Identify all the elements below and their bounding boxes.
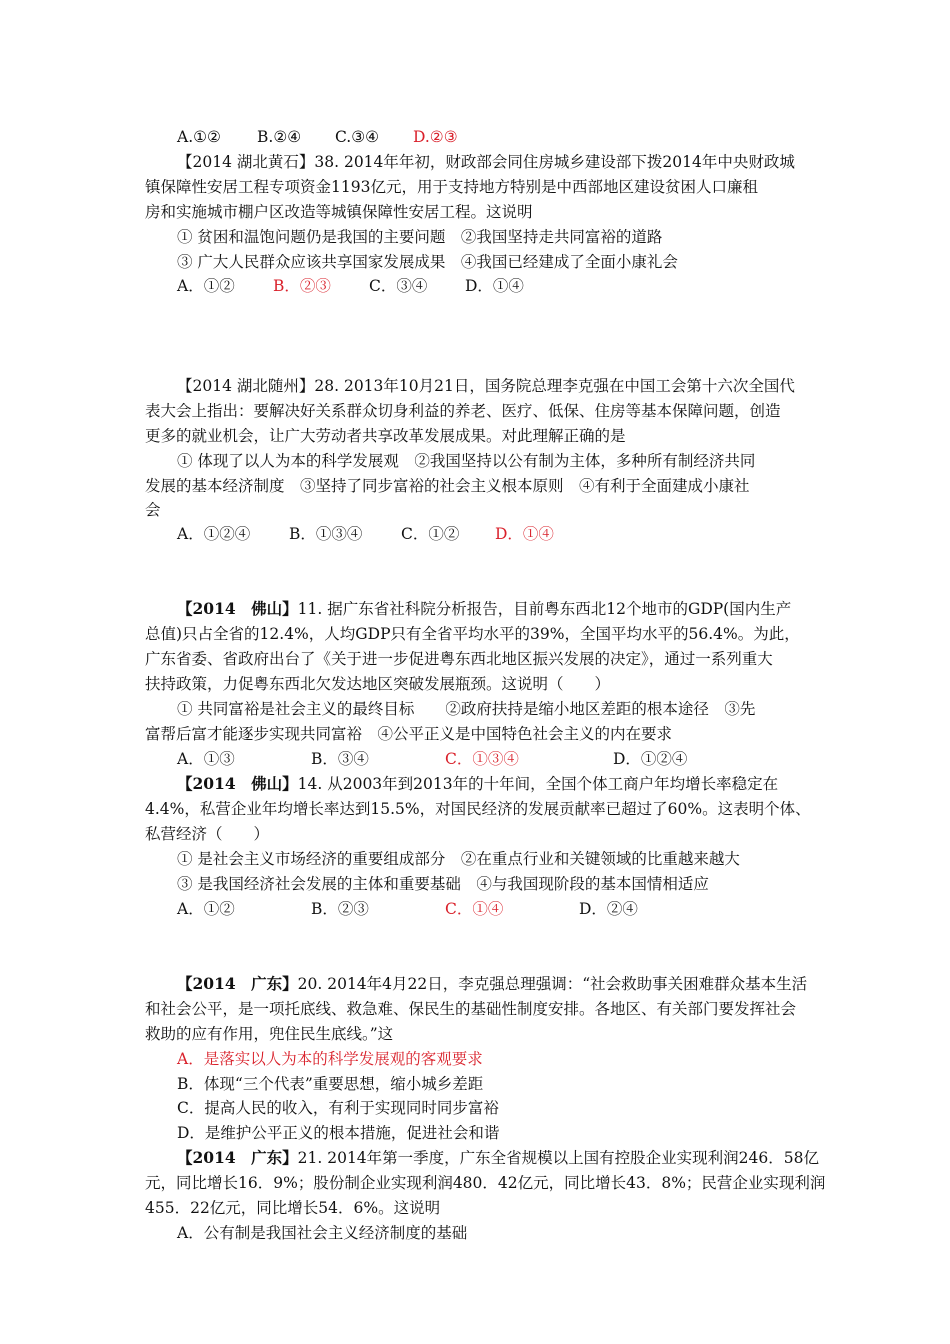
q2-line-3: 更多的就业机会，让广大劳动者共享改革发展成果。对此理解正确的是: [145, 427, 626, 445]
q3-line-2: 总值)只占全省的12.4%，人均GDP只有全省平均水平的39%，全国平均水平的56.4%。为此，: [145, 625, 800, 643]
option-b: B．③④: [311, 750, 369, 768]
q3-tag: 【2014 佛山】: [177, 599, 298, 618]
q6-line-2: 元，同比增长16．9%；股份制企业实现利润480．42亿元，同比增长43．8%；民营企业实现利润: [145, 1174, 826, 1192]
q2-stem: 28. 2013年10月21日，国务院总理李克强在中国工会第十六次全国代: [314, 377, 795, 395]
q2-options: [177, 522, 554, 546]
q6-line-1: [177, 1146, 819, 1170]
q2-line-1: [177, 374, 795, 398]
option-c: C．③④: [369, 277, 428, 295]
q2-tag: 【2014 湖北随州】: [177, 377, 315, 395]
option-d: D．①④: [465, 277, 524, 295]
q6-stem: 21. 2014年第一季度，广东全省规模以上国有控股企业实现利润246．58亿: [297, 1149, 819, 1167]
q5-tag: 【2014 广东】: [177, 974, 298, 993]
option-c: C.③④: [335, 128, 380, 146]
option-b-answer: B．②③: [273, 277, 331, 295]
q5-line-2: 和社会公平，是一项托底线、救急难、保民生的基础性制度安排。各地区、有关部门要发挥社会: [145, 1000, 797, 1018]
q2-item-1: ① 体现了以人为本的科学发展观 ②我国坚持以公有制为主体，多种所有制经济共同: [177, 452, 756, 470]
q1-item-2: ③ 广大人民群众应该共享国家发展成果 ④我国已经建成了全面小康礼会: [177, 253, 678, 271]
option-a: A．①③: [177, 750, 235, 768]
q3-line-4: 扶持政策，力促粤东西北欠发达地区突破发展瓶颈。这说明（ ）: [145, 675, 611, 693]
q4-options: [177, 897, 638, 921]
option-c-answer: C．①③④: [445, 750, 519, 768]
option-b: B．①③④: [289, 525, 363, 543]
option-a: A．①②: [177, 900, 235, 918]
option-a: A.①②: [177, 128, 221, 146]
option-b: B.②④: [257, 128, 302, 146]
q2-line-2: 表大会上指出：要解决好关系群众切身利益的养老、医疗、低保、住房等基本保障问题，创造: [145, 402, 781, 420]
option-a: A．①②④: [177, 525, 251, 543]
q4-line-2: 4.4%，私营企业年均增长率达到15.5%，对国民经济的发展贡献率已超过了60%。这表明个体、: [145, 800, 811, 818]
q5-option-b: B．体现“三个代表”重要思想，缩小城乡差距: [177, 1075, 484, 1093]
q4-line-1: [177, 772, 778, 796]
q0-options: [177, 125, 458, 149]
q5-stem: 20. 2014年4月22日，李克强总理强调：“社会救助事关困难群众基本生活: [297, 975, 808, 993]
q5-line-3: 救助的应有作用，兜住民生底线。”这: [145, 1025, 394, 1043]
q6-tag: 【2014 广东】: [177, 1148, 298, 1167]
option-c-answer: C．①④: [445, 900, 504, 918]
q1-item-1: ① 贫困和温饱问题仍是我国的主要问题 ②我国坚持走共同富裕的道路: [177, 228, 663, 246]
q2-item-3: 会: [145, 501, 161, 519]
option-a: A．①②: [177, 277, 235, 295]
q4-item-2: ③ 是我国经济社会发展的主体和重要基础 ④与我国现阶段的基本国情相适应: [177, 875, 709, 893]
option-c: C．①②: [401, 525, 460, 543]
q5-option-a-answer: A．是落实以人为本的科学发展观的客观要求: [177, 1050, 483, 1068]
q5-option-c: C．提高人民的收入，有利于实现同时同步富裕: [177, 1099, 499, 1117]
q5-option-d: D．是维护公平正义的根本措施，促进社会和谐: [177, 1124, 500, 1142]
q6-option-a: A．公有制是我国社会主义经济制度的基础: [177, 1224, 468, 1242]
option-d: D．①②④: [613, 750, 688, 768]
q2-item-2: 发展的基本经济制度 ③坚持了同步富裕的社会主义根本原则 ④有利于全面建成小康社: [145, 477, 750, 495]
q1-options: [177, 274, 524, 298]
q6-line-3: 455．22亿元，同比增长54．6%。这说明: [145, 1199, 441, 1217]
q4-stem: 14. 从2003年到2013年的十年间，全国个体工商户年均增长率稳定在: [297, 775, 779, 793]
q1-line-2: 镇保障性安居工程专项资金1193亿元，用于支持地方特别是中西部地区建设贫困人口廉租: [145, 178, 758, 196]
option-b: B．②③: [311, 900, 369, 918]
option-d-answer: D．①④: [495, 525, 554, 543]
q1-line-1: [177, 150, 795, 174]
q3-item-1: ① 共同富裕是社会主义的最终目标 ②政府扶持是缩小地区差距的根本途径 ③先: [177, 700, 756, 718]
q3-options: [177, 747, 687, 771]
option-d-answer: D.②③: [413, 128, 458, 146]
q5-line-1: [177, 972, 807, 996]
q3-line-1: [177, 597, 791, 621]
option-d: D．②④: [579, 900, 638, 918]
q4-item-1: ① 是社会主义市场经济的重要组成部分 ②在重点行业和关键领域的比重越来越大: [177, 850, 740, 868]
q3-item-2: 富帮后富才能逐步实现共同富裕 ④公平正义是中国特色社会主义的内在要求: [145, 725, 673, 743]
q1-stem: 38. 2014年年初，财政部会同住房城乡建设部下拨2014年中央财政城: [314, 153, 795, 171]
q4-line-3: 私营经济（ ）: [145, 825, 270, 843]
q1-line-3: 房和实施城市棚户区改造等城镇保障性安居工程。这说明: [145, 203, 533, 221]
q4-tag: 【2014 佛山】: [177, 774, 298, 793]
q1-tag: 【2014 湖北黄石】: [177, 153, 315, 171]
q3-line-3: 广东省委、省政府出台了《关于进一步促进粤东西北地区振兴发展的决定》，通过一系列重大: [145, 650, 773, 668]
q3-stem: 11. 据广东省社科院分析报告，目前粤东西北12个地市的GDP(国内生产: [297, 600, 792, 618]
